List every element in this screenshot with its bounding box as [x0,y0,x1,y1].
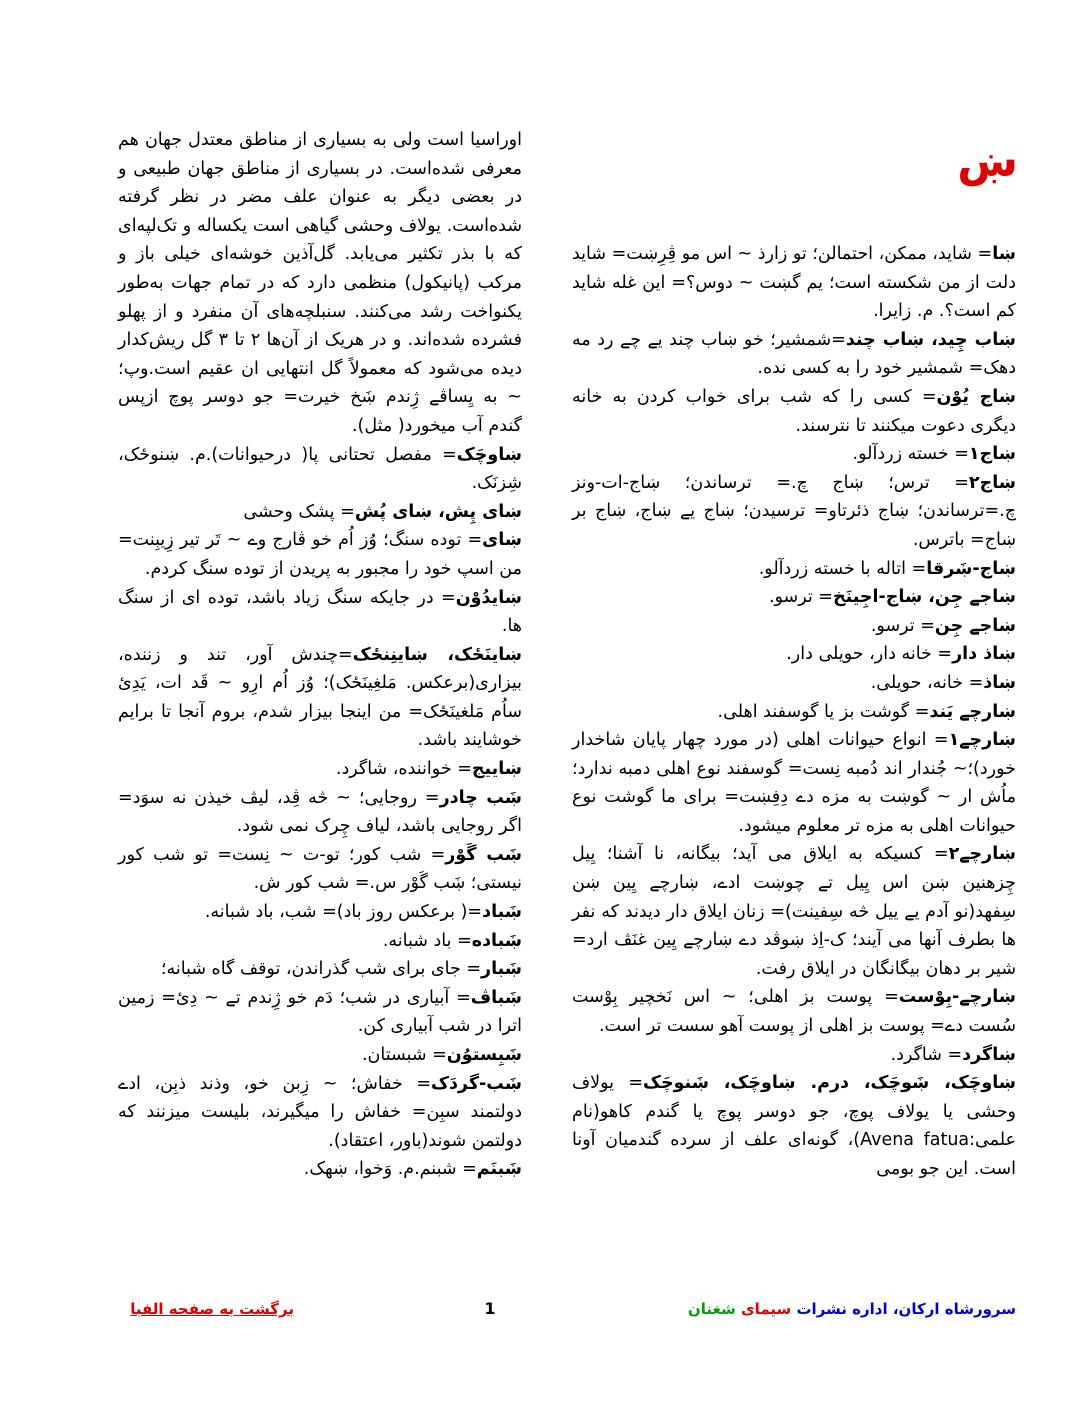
entry-headword: ښَب-گردَک [431,1073,522,1094]
entry-headword: ښاجے جِن، ښاج-اجِینَخ [832,587,1016,608]
entry-headword: ښارچے۱ [948,730,1016,751]
entry-definition: = پشک وحشی [243,501,355,522]
entry-headword: ښاذ [983,672,1016,693]
right-column-entry [572,612,1016,641]
entry-headword: ښای پِش، ښای پُش [354,501,522,522]
entry-definition: = یولاف وحشی یا یولاف پوچ، جو دوسر پوچ یا گندم کاهو(نام علمی:Avena fatua)، گونه‌ای علف از سرده گندمیان آونا است. این جو بومی [572,1073,1016,1179]
entry-headword: ښَبِستوُن [446,1045,522,1065]
right-column-entry [572,583,1016,612]
entry-definition: = خواننده، شاگرد. [335,759,472,780]
right-column-entry [572,383,1016,440]
entry-definition: = ترس؛ ښاج چ.= ترساندن؛ ښاج-ات-ونز چ.=ترساندن؛ ښاج ذئرتاو= ترسیدن؛ ښاج یے ښاج، ښاج بر ښاج= باترس. [572,472,1016,550]
left-column-entry [118,984,522,1041]
entry-headword: ښا [992,244,1016,264]
right-column-entry [572,440,1016,469]
entry-definition: = روجایی؛ ~ څه ڤِد، لیڤ خیذن نه سوَد= اگر روجایی باشد، لیاف چِرک نمی شود. [118,787,522,837]
entry-definition: = شاگرد. [890,1044,963,1065]
left-column-entry [118,1041,522,1070]
entry-definition: = شاید، ممکن، احتمالن؛ تو زارذ ~ اس مو ڤِرِښت= شاید دلت از من شکسته است؛ یم گښت ~ دوس؟= این غله شاید کم است؟. م. زایرا. [572,244,1016,322]
entry-definition: = خانه، حویلی. [870,672,984,693]
footer-author [616,1296,1016,1322]
right-column-entry [572,555,1016,584]
entry-definition: = شبستان. [361,1045,447,1065]
entry-headword: ښاینَځک، ښاینِنځک [352,644,522,665]
entry-headword: ښَباد [482,902,522,923]
entry-definition: = مفصل تحتانی پا( درحیوانات).م. ښنوځک، شِزنَک. [118,444,522,494]
footer-publisher-shughnan: شغنان [687,1300,736,1318]
entry-headword: ښَباده [471,930,522,951]
entry-definition: = انواع حیوانات اهلی (در مورد چهار پایان شاخدار خورد)؛~ جُندار اند دُمبه نِست= گوسفند نوع اهلی دمبه ندارد؛ ماُش ار ~ گوښت به مزه دے دِفِښت= برای ما گوشت نوع حیوانات اهلی به مزه تر معلوم میشود. [572,730,1016,836]
left-column-entry [118,126,522,441]
right-column-entry [572,469,1016,555]
entry-headword: ښاذ دار [952,644,1016,665]
back-to-alphabet-link[interactable]: برگشت به صفحه الفبا [130,1300,294,1318]
left-column-entry [118,441,522,498]
entry-definition: = اتاله با خسته زردآلو. [758,558,927,579]
entry-definition: = کسی را که شب برای خواب کردن به خانه دیگری دعوت میکنند تا نترسند. [572,386,1016,436]
entry-definition: = در جایکه سنگ زیاد باشد، توده ای از سنگ ها. [118,587,522,637]
entry-headword: ښایدُوْن [455,587,522,608]
entry-definition: اوراسیا است ولی به بسیاری از مناطق معتدل جهان هم معرفی شده‌است. در بسیاری از مناطق جهان طبیعی و در بعضی دیگر به عنوان علف مضر در نظر گرفته شده‌است. یولاف وحشی گیاهی است یکساله و تک‌لپه‌ای که با بذر تکثیر می‌یابد. گل‌آذین خوشه‌ای خیلی باز و مرکب (پانیکول) منظمی دارد که در تمام جهات به‌طور یکنواخت رشد می‌کنند. سنبلچه‌های آن منفرد و از پهلو فشرده شده‌اند. و در هریک از آن‌ها ۲ تا ۳ گل ریش‌کدار دیده می‌شود که معمولاً گل انتهایی ان عقیم است.وپ؛ ~ به یِساڤے ژِندم ښَخ خیرت= جو دوسر پوچ ازپس گندم آب میخورد( مثل). [118,130,523,436]
entry-definition: =چندش آور، تند و زننده، بیزاری(برعکس. مَلغِینَځک)؛ وُز اُم ارِو ~ قَد ات، یَدِئ ساُم مَلغینَځک= من اینجا بیزار شدم، بروم آنجا تا برایم خوشایند باشد. [118,644,522,751]
entry-headword: ښَب گَوْر [445,844,522,865]
left-column-entry [118,955,522,984]
left-column-entry [118,927,522,956]
footer-publisher-simay: سیمای [740,1300,792,1318]
entry-definition: = شب کور؛ تو-ت ~ نِست= تو شب کور نیستی؛ ښَب گَوْر س.= شب کور ش. [118,844,522,894]
entry-headword: ښاب چِید، ښاب چند [845,329,1016,350]
entry-definition: = خسته زردآلو. [852,444,969,465]
left-column-entry [118,755,522,784]
left-column [118,126,522,1184]
entry-headword: ښاج۲ [968,472,1016,493]
left-column-entry [118,526,522,583]
entry-definition: = کسیکه به ایلاق می آید؛ بیگانه، نا آشنا؛ یِیل چِزهنین ښن اس یِیل تے چوښت ادے، ښارچے یِین ښن سِفهد(نو آدم یے ییل څه سِفینت)= زنان ایلاق دار دیدند که نفر ها بطرف آنها می آیند؛ ک-اِذ ښوڤد دے ښارچے یِین غنَڤ ارد= شیر بر دهان بیگانگان در ایلاق رفت. [572,844,1016,979]
entry-definition: = توده سنگ؛ وُز اُم خو ڤارج وے ~ تَر تیر زِیبِنت= من اسپ خود را مجبور به پریدن از توده سنگ کردم. [118,530,522,579]
entry-headword: ښاج۱ [968,444,1016,465]
entry-definition: = شبنم.م. وَخوا، ښهک. [303,1159,477,1180]
right-column-entry [572,669,1016,698]
entry-headword: ښَباڤ [470,987,522,1008]
right-column-entry [572,1041,1016,1070]
entry-headword: ښاوچَک [456,444,522,465]
entry-definition: = جای برای شب گذراندن، توقف گاه شبانه؛ [160,959,481,980]
left-column-entry [118,1070,522,1156]
entry-headword: ښای [482,530,522,551]
entry-definition: =شمشیر؛ خو ښاب چند یے چے رد مه دهک= شمشیر خود را به کسی نده. [572,329,1016,379]
entry-definition: = پوست بز اهلی؛ ~ اس نَخچیر بِوْست سُست دے= پوست بز اهلی از پوست آهو سست تر است. [572,987,1016,1037]
entry-headword: ښارچے یَند [929,701,1016,722]
right-column-entry [572,726,1016,840]
entry-headword: ښَبنَم [476,1159,522,1180]
entry-headword: ښَب چادر [439,787,522,808]
right-column-entry [572,840,1016,983]
page-number: 1 [484,1299,496,1318]
section-letter-heading: ښ [957,136,1018,187]
entry-definition: = باد شبانه. [382,930,472,951]
entry-headword: ښارچے۲ [948,844,1016,865]
right-column-entry [572,326,1016,383]
left-column-entry [118,841,522,898]
right-column [572,240,1016,1184]
left-column-entry [118,498,522,527]
right-column-entry [572,983,1016,1040]
right-column-entry [572,240,1016,326]
entry-headword: ښاگرد [962,1044,1016,1065]
right-column-entry [572,698,1016,727]
right-column-entry [572,1069,1016,1183]
right-column-entry [572,640,1016,669]
entry-definition: = گوشت بز یا گوسفند اهلی. [717,701,930,722]
left-column-entry [118,898,522,927]
entry-definition: = ترسو. [768,587,833,608]
entry-headword: ښاج-ښَرقا [926,558,1016,579]
entry-headword: ښارچے-بِوْست [898,987,1016,1008]
entry-headword: ښاجے جِن [934,615,1016,636]
left-column-entry [118,784,522,841]
entry-headword: ښاییج [471,759,522,780]
entry-definition: = ترسو. [870,615,935,636]
left-column-entry [118,1155,522,1184]
footer-publisher: اداره نشرات [796,1300,888,1318]
left-column-entry [118,584,522,641]
left-column-entry [118,641,522,755]
entry-headword: ښَبار [481,959,522,980]
entry-definition: =( برعکس روز باد)= شب، باد شبانه. [204,902,483,923]
entry-definition: = آبیاری در شب؛ دَم خو ژِندم تے ~ دِئ= زمین اترا در شب آبیاری کن. [118,987,522,1037]
entry-headword: ښاج یُوْن [936,386,1016,407]
entry-headword: ښاوچَک، ښَوچَک، درم. ښاوچَک، ښَنوچَک [643,1073,1016,1094]
entry-definition: = خانه دار، حویلی دار. [786,644,953,665]
footer-author-name: سرورشاه ارکان، [892,1300,1016,1318]
entry-definition: = خفاش؛ ~ زِبن خو، وذند ذبِن، ادے دولتمند سبِن= خفاش را میگیرند، بلیست میزنند که دولتمن شوند(باور، اعتقاد). [118,1073,522,1151]
